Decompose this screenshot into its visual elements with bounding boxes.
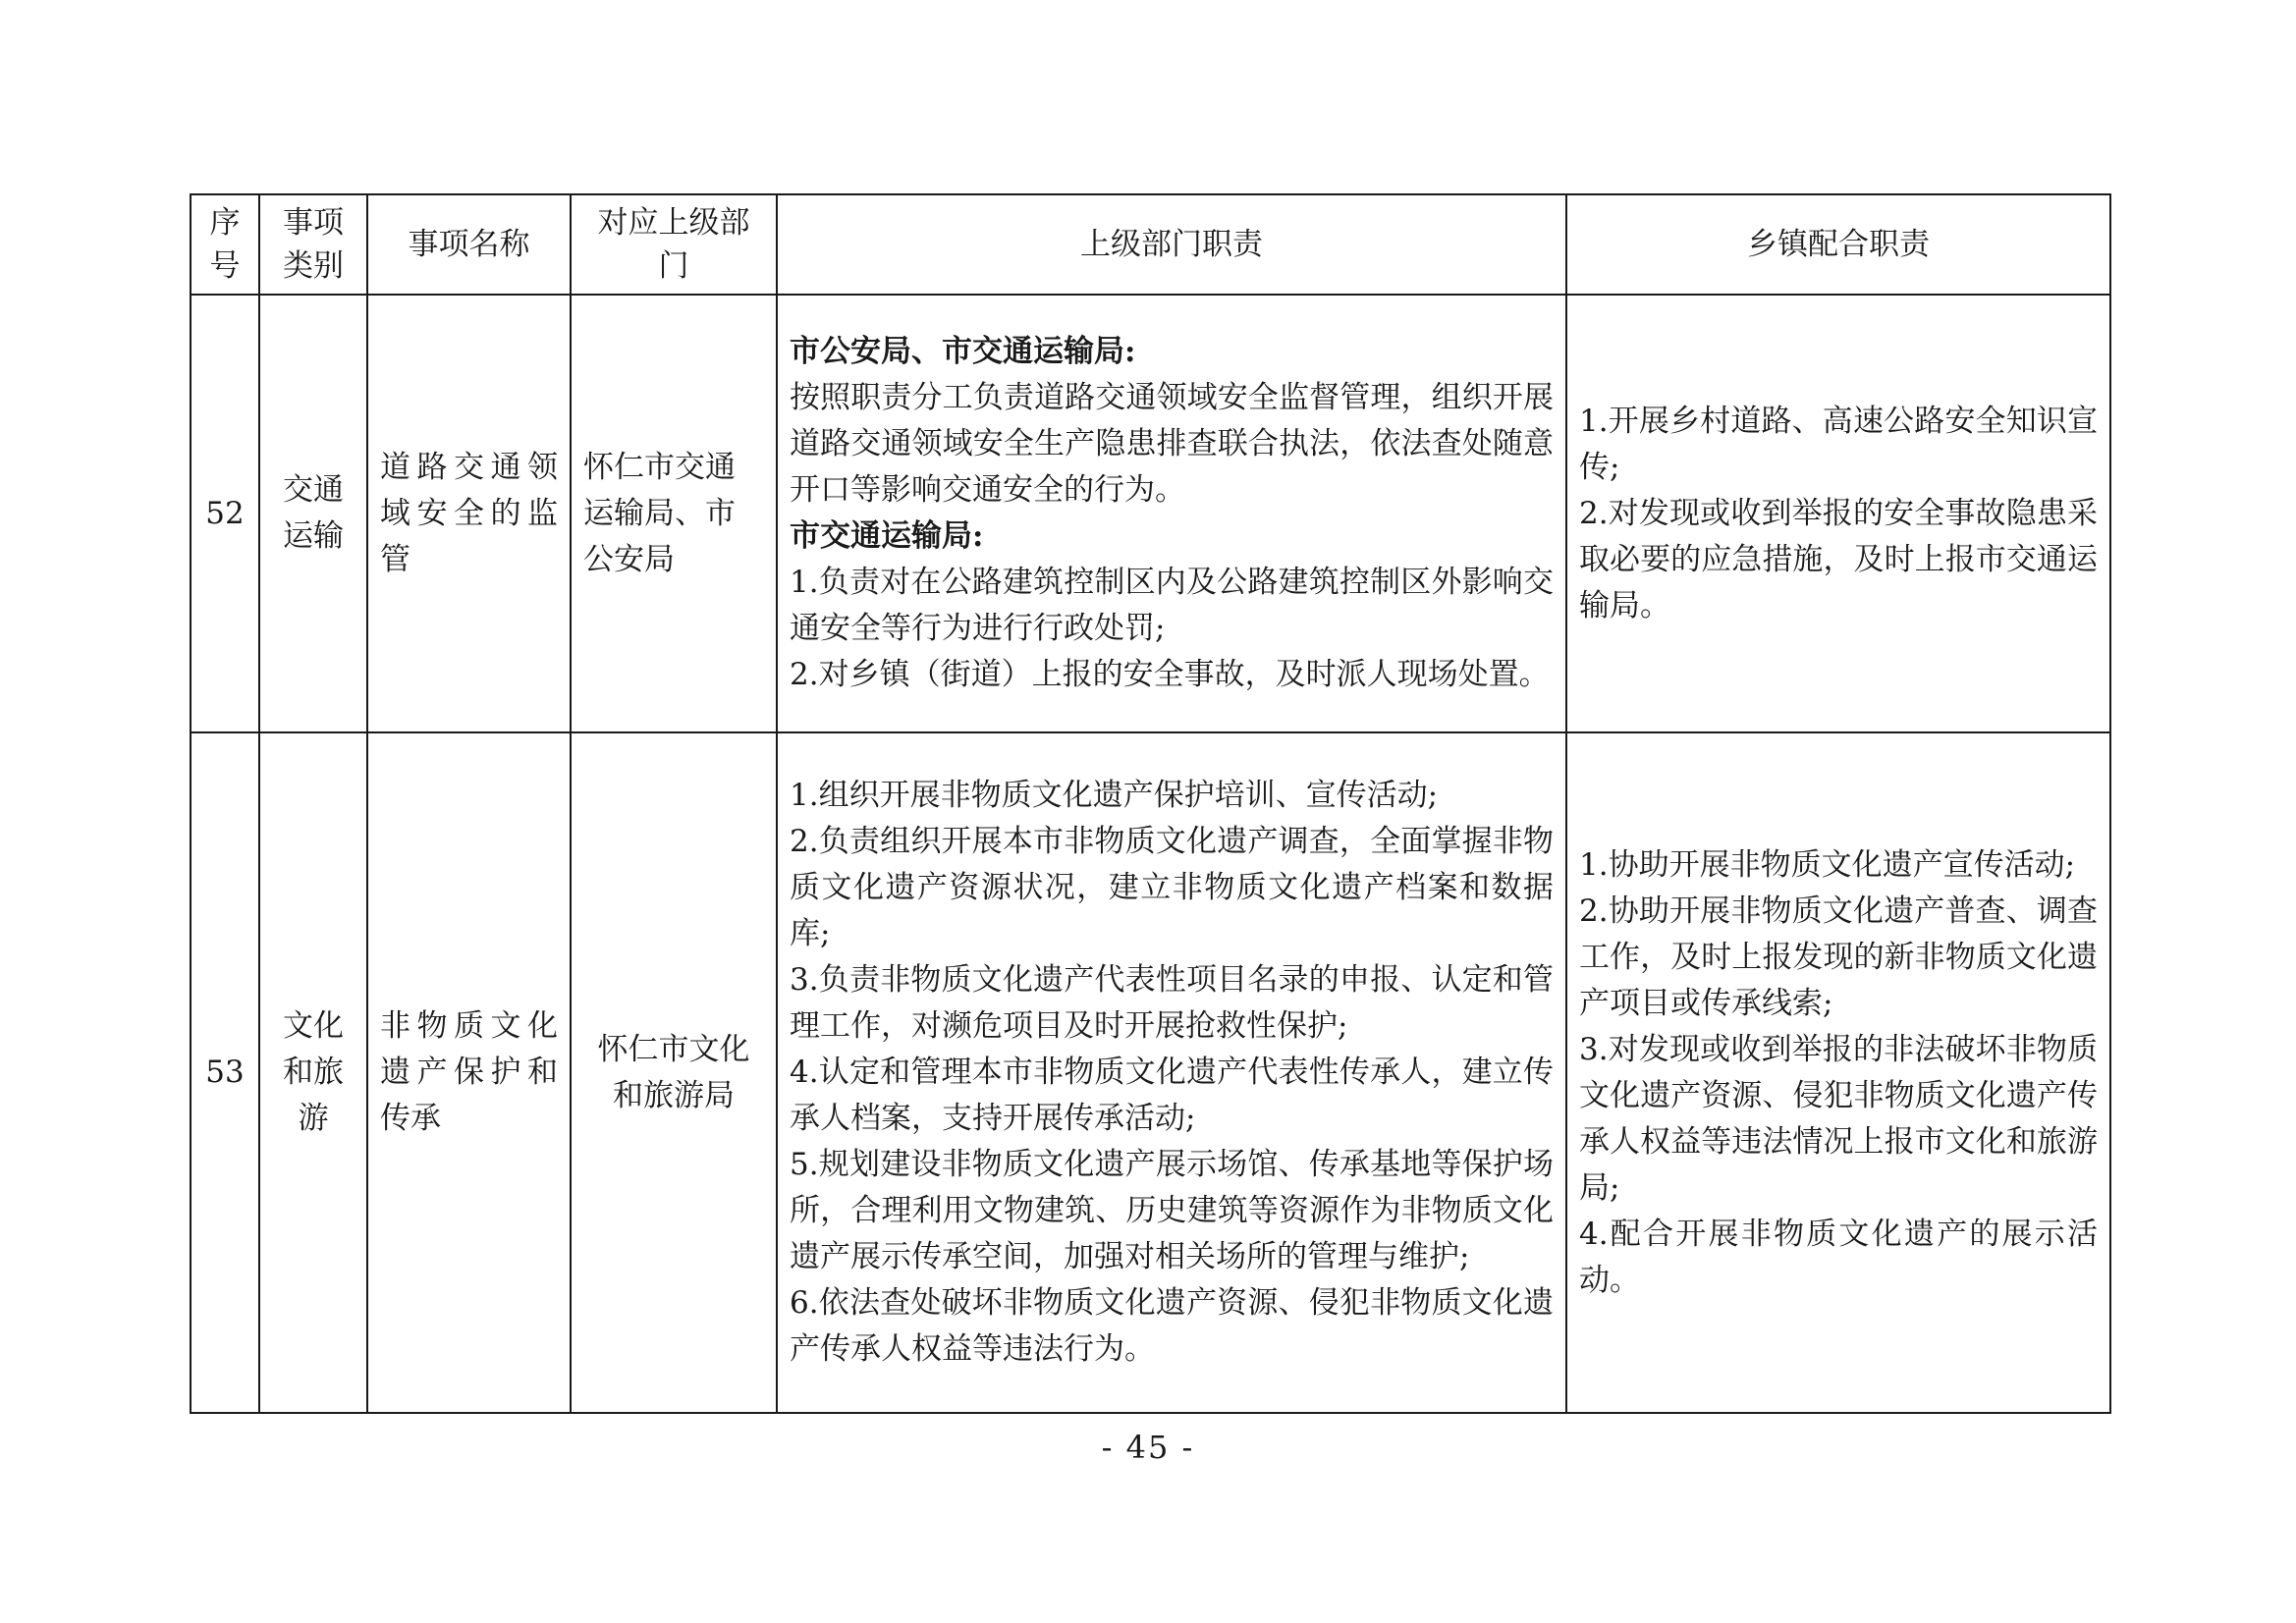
- header-town-duty: 乡镇配合职责: [1566, 194, 2110, 295]
- table-row: [191, 732, 2110, 1413]
- duty-line: 市公安局、市交通运输局:: [790, 334, 1136, 369]
- row-category: 交通运输: [259, 295, 367, 732]
- page-number: - 45 -: [1101, 1429, 1195, 1466]
- row-upper-duty: [777, 295, 1566, 732]
- duty-line: 4.认定和管理本市非物质文化遗产代表性传承人，建立传承人档案，支持开展传承活动;: [790, 1055, 1554, 1136]
- duty-table: [190, 193, 2111, 1414]
- row-no: 53: [191, 732, 259, 1413]
- header-no: 序号: [191, 194, 259, 295]
- duty-line: 市交通运输局:: [790, 518, 984, 554]
- duty-line: 5.规划建设非物质文化遗产展示场馆、传承基地等保护场所，合理利用文物建筑、历史建筑等资源作为非物质文化遗产展示传承空间，加强对相关场所的管理与维护;: [790, 1147, 1554, 1274]
- duty-line: 2.负责组织开展本市非物质文化遗产调查，全面掌握非物质文化遗产资源状况，建立非物质文化遗产档案和数据库;: [790, 824, 1554, 951]
- duty-line: 1.组织开展非物质文化遗产保护培训、宣传活动;: [790, 778, 1439, 813]
- row-town-duty: [1566, 295, 2110, 732]
- town-duty-line: 2.协助开展非物质文化遗产普查、调查工作，及时上报发现的新非物质文化遗产项目或传承线索;: [1579, 893, 2098, 1021]
- header-category: 事项类别: [259, 194, 367, 295]
- header-upper-duty: 上级部门职责: [777, 194, 1566, 295]
- town-duty-line: 3.对发现或收到举报的非法破坏非物质文化遗产资源、侵犯非物质文化遗产传承人权益等违法情况上报市文化和旅游局;: [1579, 1031, 2098, 1206]
- row-dept: 怀仁市文化和旅游局: [571, 732, 777, 1413]
- table-row: [191, 295, 2110, 732]
- duty-line: 按照职责分工负责道路交通领域安全监督管理，组织开展道路交通领域安全生产隐患排查联合执法，依法查处随意开口等影响交通安全的行为。: [790, 380, 1554, 508]
- town-duty-line: 4.配合开展非物质文化遗产的展示活动。: [1579, 1216, 2098, 1298]
- row-category: 文化和旅游: [259, 732, 367, 1413]
- row-no: 52: [191, 295, 259, 732]
- town-duty-line: 1.开展乡村道路、高速公路安全知识宣传;: [1579, 403, 2098, 485]
- row-town-duty: [1566, 732, 2110, 1413]
- town-duty-line: 1.协助开展非物质文化遗产宣传活动;: [1579, 846, 2076, 883]
- row-item-name: 非物质文化遗产保护和传承: [367, 732, 571, 1413]
- row-upper-duty: [777, 732, 1566, 1413]
- header-name: 事项名称: [367, 194, 571, 295]
- duty-line: 2.对乡镇（街道）上报的安全事故，及时派人现场处置。: [790, 657, 1550, 692]
- duty-line: 1.负责对在公路建筑控制区内及公路建筑控制区外影响交通安全等行为进行行政处罚;: [790, 565, 1554, 646]
- duty-line: 3.负责非物质文化遗产代表性项目名录的申报、认定和管理工作，对濒危项目及时开展抢救性保护;: [790, 962, 1554, 1044]
- row-item-name: 道路交通领域安全的监管: [367, 295, 571, 732]
- table-header-row: [191, 194, 2110, 295]
- duty-line: 6.依法查处破坏非物质文化遗产资源、侵犯非物质文化遗产传承人权益等违法行为。: [790, 1285, 1554, 1367]
- header-dept: 对应上级部门: [571, 194, 777, 295]
- town-duty-line: 2.对发现或收到举报的安全事故隐患采取必要的应急措施，及时上报市交通运输局。: [1579, 495, 2098, 623]
- row-dept: 怀仁市交通运输局、市公安局: [571, 295, 777, 732]
